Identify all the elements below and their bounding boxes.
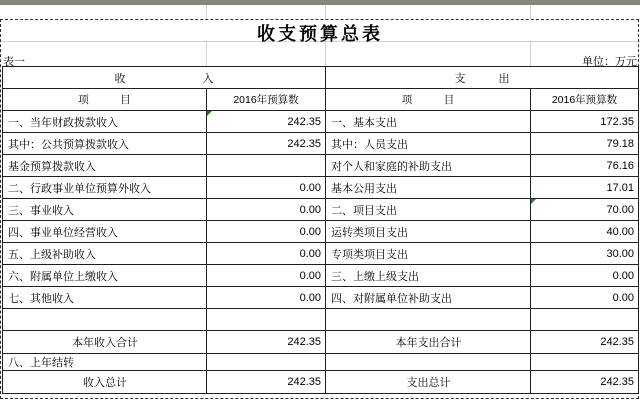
income-value-cell[interactable] [207, 309, 326, 331]
expense-budget-header[interactable]: 2016年预算数 [531, 89, 639, 111]
top-strip [0, 0, 640, 5]
income-item-cell[interactable]: 六、附属单位上缴收入 [3, 265, 207, 287]
income-value-cell[interactable]: 242.35 [207, 133, 326, 155]
table-row [3, 155, 639, 177]
income-item-cell[interactable]: 五、上级补助收入 [3, 243, 207, 265]
expense-value-cell[interactable]: 172.35 [531, 111, 639, 133]
income-item-cell[interactable]: 三、事业收入 [3, 199, 207, 221]
expense-value-cell[interactable]: 0.00 [531, 265, 639, 287]
expense-total-label-cell[interactable]: 支出总计 [326, 371, 531, 394]
expense-item-cell[interactable] [326, 354, 531, 371]
table-row [3, 243, 639, 265]
income-item-cell[interactable]: 一、当年财政拨款收入 [3, 111, 207, 133]
table-row [3, 287, 639, 309]
section-header-row [3, 67, 639, 89]
income-item-header[interactable]: 项 目 [3, 89, 207, 111]
income-budget-header[interactable]: 2016年预算数 [207, 89, 326, 111]
gridline-vertical [206, 5, 207, 19]
gridline-vertical [325, 5, 326, 19]
expense-section-header[interactable]: 支 出 [326, 67, 639, 89]
table-row [3, 111, 639, 133]
unit-label[interactable]: 单位：万元 [582, 56, 637, 68]
expense-value-cell[interactable]: 79.18 [531, 133, 639, 155]
income-item-cell[interactable]: 七、其他收入 [3, 287, 207, 309]
income-value-cell[interactable]: 0.00 [207, 199, 326, 221]
expense-item-cell[interactable]: 三、上缴上级支出 [326, 265, 531, 287]
expense-subtotal-value-cell[interactable]: 242.35 [531, 331, 639, 354]
table-row [3, 199, 639, 221]
expense-item-header[interactable]: 项 目 [326, 89, 531, 111]
expense-item-cell[interactable]: 二、项目支出 [326, 199, 531, 221]
expense-item-cell[interactable]: 运转类项目支出 [326, 221, 531, 243]
table-row [3, 371, 639, 394]
income-item-cell[interactable]: 四、事业单位经营收入 [3, 221, 207, 243]
expense-value-cell[interactable] [531, 309, 639, 331]
table-row [3, 265, 639, 287]
income-total-value-cell[interactable]: 242.35 [207, 371, 326, 394]
income-total-label-cell[interactable]: 收入总计 [3, 371, 207, 394]
income-item-cell[interactable]: 基金预算拨款收入 [3, 155, 207, 177]
expense-item-cell[interactable]: 其中：人员支出 [326, 133, 531, 155]
expense-total-value-cell[interactable]: 242.35 [531, 371, 639, 394]
expense-value-cell[interactable] [531, 354, 639, 371]
expense-value-cell[interactable]: 0.00 [531, 287, 639, 309]
budget-table [2, 66, 639, 394]
expense-subtotal-label-cell[interactable]: 本年支出合计 [326, 331, 531, 354]
income-value-cell[interactable]: 0.00 [207, 287, 326, 309]
table-row [3, 354, 639, 371]
table-row [3, 177, 639, 199]
sheet-label[interactable]: 表一 [3, 56, 25, 68]
income-item-cell[interactable]: 二、行政事业单位预算外收入 [3, 177, 207, 199]
expense-item-cell[interactable]: 基本公用支出 [326, 177, 531, 199]
income-value-cell[interactable] [207, 354, 326, 371]
expense-value-cell[interactable]: 30.00 [531, 243, 639, 265]
error-indicator-icon [207, 111, 212, 116]
income-item-cell[interactable]: 八、上年结转 [3, 354, 207, 371]
expense-item-cell[interactable]: 四、对附属单位补助支出 [326, 287, 531, 309]
table-row [3, 133, 639, 155]
income-section-header[interactable]: 收 入 [3, 67, 326, 89]
expense-value-cell[interactable]: 70.00 [531, 199, 639, 221]
income-value-cell[interactable]: 0.00 [207, 177, 326, 199]
table-row [3, 309, 639, 331]
expense-item-cell[interactable] [326, 309, 531, 331]
table-row [3, 221, 639, 243]
report-title[interactable]: 收支预算总表 [257, 24, 383, 44]
income-value-cell[interactable]: 0.00 [207, 221, 326, 243]
income-subtotal-label-cell[interactable]: 本年收入合计 [3, 331, 207, 354]
income-item-cell[interactable] [3, 309, 207, 331]
table-row [3, 331, 639, 354]
income-subtotal-value-cell[interactable]: 242.35 [207, 331, 326, 354]
expense-item-cell[interactable]: 对个人和家庭的补助支出 [326, 155, 531, 177]
expense-item-cell[interactable]: 专项类项目支出 [326, 243, 531, 265]
income-value-cell[interactable]: 0.00 [207, 265, 326, 287]
expense-item-cell[interactable]: 一、基本支出 [326, 111, 531, 133]
income-value-cell[interactable]: 242.35 [207, 111, 326, 133]
income-value-cell[interactable]: 0.00 [207, 243, 326, 265]
income-item-cell[interactable]: 其中：公共预算拨款收入 [3, 133, 207, 155]
expense-value-cell[interactable]: 17.01 [531, 177, 639, 199]
column-header-row [3, 89, 639, 111]
gridline-vertical [530, 5, 531, 19]
expense-value-cell[interactable]: 40.00 [531, 221, 639, 243]
expense-value-cell[interactable]: 76.16 [531, 155, 639, 177]
error-indicator-icon [531, 199, 536, 204]
income-value-cell[interactable] [207, 155, 326, 177]
